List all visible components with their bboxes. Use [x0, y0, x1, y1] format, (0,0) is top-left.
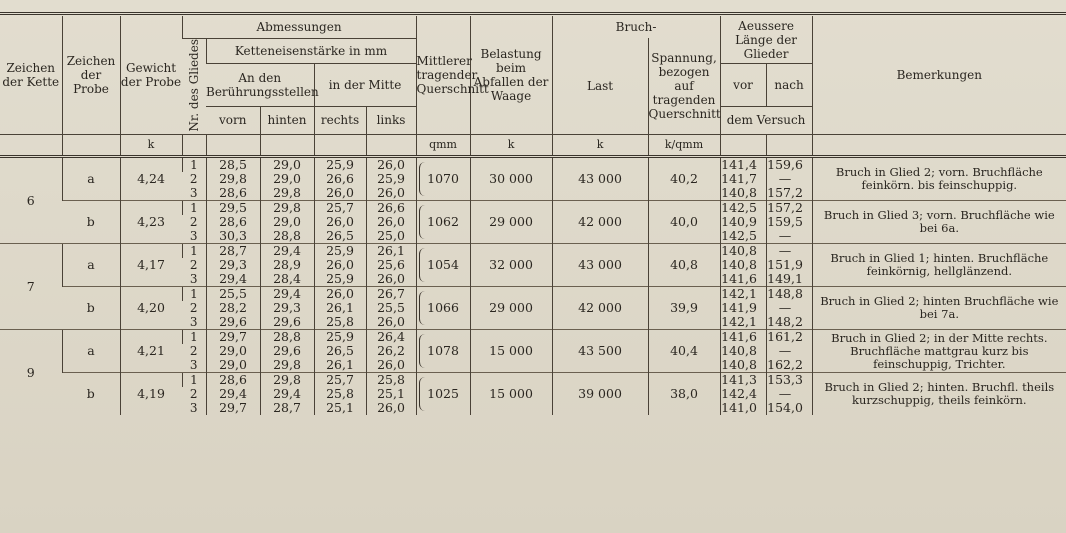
cell-vorn: 28,2 [206, 301, 260, 315]
cell-vorn: 29,4 [206, 387, 260, 401]
cell-querschnitt: 1066 [416, 287, 470, 330]
cell-vorn: 29,0 [206, 344, 260, 358]
cell-rechts: 26,6 [314, 172, 366, 186]
cell-hinten: 29,3 [260, 301, 314, 315]
header-spannung: Spannung, bezogen auf tragenden Querschnitt [648, 38, 720, 135]
cell-nr: 3 [189, 315, 198, 330]
cell-laenge-nach: — [766, 344, 812, 358]
header-rechts: rechts [314, 106, 366, 134]
cell-nr: 1 [182, 244, 206, 259]
cell-links: 26,1 [366, 244, 416, 259]
cell-laenge-nach: 157,2 [766, 201, 812, 216]
cell-links: 26,0 [366, 157, 416, 173]
cell-laenge-nach: 159,5 [766, 215, 812, 229]
header-vorn: vorn [206, 106, 260, 134]
cell-laenge-vor: 141,6 [720, 272, 766, 287]
cell-rechts: 25,9 [314, 157, 366, 173]
cell-vorn: 29,5 [206, 201, 260, 216]
cell-hinten: 29,4 [260, 387, 314, 401]
cell-hinten: 29,4 [260, 244, 314, 259]
cell-laenge-nach: 153,3 [766, 373, 812, 388]
cell-nr: 3 [189, 186, 198, 201]
cell-spannung: 40,0 [648, 201, 720, 244]
cell-hinten: 29,6 [260, 315, 314, 330]
cell-probe: a [62, 330, 120, 373]
cell-rechts: 26,0 [314, 258, 366, 272]
cell-laenge-nach: 148,8 [766, 287, 812, 302]
header-hinten: hinten [260, 106, 314, 134]
cell-probe: b [62, 287, 120, 330]
cell-bemerkung: Bruch in Glied 2; in der Mitte rechts. Bruchfläche mattgrau kurz bis feinschuppig, Trichter. [812, 330, 1066, 373]
cell-laenge-nach: 154,0 [766, 401, 812, 415]
header-ketteneisen: Ketteneisenstärke in mm [206, 38, 416, 64]
cell-nr: 1 [182, 287, 206, 302]
cell-links: 26,6 [366, 201, 416, 216]
cell-rechts: 25,7 [314, 373, 366, 388]
cell-rechts: 26,0 [314, 215, 366, 229]
cell-laenge-vor: 141,6 [720, 330, 766, 345]
cell-laenge-vor: 140,8 [720, 244, 766, 259]
cell-links: 26,0 [366, 272, 416, 287]
header-gewicht: Gewicht der Probe [120, 16, 182, 135]
cell-kette: 6 [26, 192, 35, 208]
cell-laenge-nach: — [766, 244, 812, 259]
cell-laenge-vor: 141,9 [720, 301, 766, 315]
cell-hinten: 28,9 [260, 258, 314, 272]
table-row [0, 201, 1066, 216]
cell-laenge-nach: 159,6 [766, 157, 812, 173]
cell-laenge-vor: 141,7 [720, 172, 766, 186]
cell-links: 25,9 [366, 172, 416, 186]
cell-laenge-vor: 141,4 [720, 157, 766, 173]
cell-links: 26,0 [366, 358, 416, 373]
unit-last: k [552, 135, 648, 157]
cell-bemerkung: Bruch in Glied 2; hinten Bruchfläche wie bei 7a. [812, 287, 1066, 330]
cell-vorn: 29,8 [206, 172, 260, 186]
cell-vorn: 28,6 [206, 373, 260, 388]
cell-vorn: 28,7 [206, 244, 260, 259]
cell-last: 42 000 [552, 201, 648, 244]
cell-links: 25,5 [366, 301, 416, 315]
top-rule [0, 0, 1066, 15]
cell-laenge-nach: 148,2 [766, 315, 812, 330]
cell-rechts: 25,9 [314, 244, 366, 259]
unit-gewicht: k [120, 135, 182, 157]
cell-hinten: 29,0 [260, 172, 314, 186]
cell-hinten: 29,8 [260, 186, 314, 201]
cell-links: 25,0 [366, 229, 416, 244]
cell-laenge-nach: — [766, 387, 812, 401]
cell-rechts: 26,5 [314, 344, 366, 358]
header-belastung: Belastung beim Abfallen der Waage [470, 16, 552, 135]
cell-belastung: 15 000 [470, 330, 552, 373]
cell-nr: 2 [189, 387, 198, 402]
cell-links: 26,0 [366, 186, 416, 201]
cell-spannung: 39,9 [648, 287, 720, 330]
cell-vorn: 29,3 [206, 258, 260, 272]
cell-links: 25,8 [366, 373, 416, 388]
cell-vorn: 25,5 [206, 287, 260, 302]
cell-nr: 2 [189, 258, 198, 273]
cell-last: 43 000 [552, 244, 648, 287]
header-querschnitt: Mittlerer tragender Querschnitt [416, 16, 470, 135]
cell-hinten: 29,8 [260, 201, 314, 216]
cell-querschnitt: 1070 [416, 157, 470, 201]
header-probe: Zeichen der Probe [62, 16, 120, 135]
header-nach: nach [766, 64, 812, 106]
cell-hinten: 29,8 [260, 358, 314, 373]
cell-vorn: 29,7 [206, 401, 260, 415]
header-nr: Nr. des Gliedes [182, 38, 206, 135]
header-bruch: Bruch- [552, 16, 720, 38]
cell-laenge-nach: — [766, 229, 812, 244]
cell-bemerkung: Bruch in Glied 2; hinten. Bruchfl. theils kurzschuppig, theils feinkörn. [812, 373, 1066, 416]
header-bemerkungen: Bemerkungen [812, 16, 1066, 135]
cell-hinten: 28,4 [260, 272, 314, 287]
table-body [0, 157, 1066, 416]
cell-bemerkung: Bruch in Glied 1; hinten. Bruchfläche feinkörnig, hellglänzend. [812, 244, 1066, 287]
cell-laenge-nach: 157,2 [766, 186, 812, 201]
header-kette: Zeichen der Kette [0, 16, 62, 135]
test-results-table [0, 16, 1066, 415]
cell-nr: 2 [189, 172, 198, 187]
cell-laenge-vor: 141,3 [720, 373, 766, 388]
cell-nr: 3 [189, 401, 198, 416]
header-last: Last [552, 38, 648, 135]
cell-rechts: 26,0 [314, 186, 366, 201]
cell-belastung: 29 000 [470, 287, 552, 330]
cell-rechts: 26,1 [314, 301, 366, 315]
cell-vorn: 29,6 [206, 315, 260, 330]
cell-laenge-vor: 140,8 [720, 344, 766, 358]
cell-hinten: 29,0 [260, 157, 314, 173]
cell-kette: 9 [0, 330, 62, 416]
cell-rechts: 25,1 [314, 401, 366, 415]
cell-laenge-vor: 142,5 [720, 229, 766, 244]
cell-hinten: 29,6 [260, 344, 314, 358]
cell-nr: 3 [189, 272, 198, 287]
cell-vorn: 28,6 [206, 215, 260, 229]
cell-rechts: 25,9 [314, 272, 366, 287]
cell-hinten: 28,8 [260, 330, 314, 345]
cell-hinten: 29,8 [260, 373, 314, 388]
cell-probe: b [62, 201, 120, 244]
cell-nr: 1 [182, 201, 206, 216]
cell-last: 43 000 [552, 157, 648, 201]
header-abmessungen: Abmessungen [182, 16, 416, 38]
table-row [0, 330, 1066, 345]
cell-laenge-vor: 142,1 [720, 315, 766, 330]
cell-vorn: 28,6 [206, 186, 260, 201]
cell-gewicht: 4,21 [120, 330, 182, 373]
cell-laenge-vor: 140,8 [720, 258, 766, 272]
cell-links: 26,4 [366, 330, 416, 345]
table-row [0, 157, 1066, 173]
unit-belastung: k [470, 135, 552, 157]
cell-gewicht: 4,19 [120, 373, 182, 416]
cell-rechts: 26,0 [314, 287, 366, 302]
cell-nr: 3 [189, 229, 198, 244]
cell-belastung: 32 000 [470, 244, 552, 287]
cell-probe: b [62, 373, 120, 416]
header-beruehrung: An den Berührungsstellen [206, 64, 314, 106]
cell-laenge-nach: — [766, 172, 812, 186]
cell-gewicht: 4,17 [120, 244, 182, 287]
cell-rechts: 26,1 [314, 358, 366, 373]
cell-laenge-nach: 151,9 [766, 258, 812, 272]
cell-links: 26,2 [366, 344, 416, 358]
unit-querschnitt: qmm [416, 135, 470, 157]
header-mitte: in der Mitte [314, 64, 416, 106]
cell-links: 26,0 [366, 315, 416, 330]
cell-rechts: 26,5 [314, 229, 366, 244]
cell-querschnitt: 1025 [416, 373, 470, 416]
cell-kette: 7 [0, 244, 62, 330]
cell-nr: 1 [182, 157, 206, 173]
cell-hinten: 29,4 [260, 287, 314, 302]
cell-laenge-nach: 161,2 [766, 330, 812, 345]
cell-rechts: 25,7 [314, 201, 366, 216]
cell-nr: 1 [182, 373, 206, 388]
cell-nr: 2 [189, 301, 198, 316]
cell-hinten: 28,7 [260, 401, 314, 415]
cell-rechts: 25,8 [314, 387, 366, 401]
cell-probe: a [62, 244, 120, 287]
header-vor: vor [720, 64, 766, 106]
cell-nr: 2 [189, 344, 198, 359]
table-row [0, 244, 1066, 259]
cell-nr: 1 [182, 330, 206, 345]
cell-vorn: 29,4 [206, 272, 260, 287]
cell-spannung: 40,2 [648, 157, 720, 201]
cell-laenge-nach: 149,1 [766, 272, 812, 287]
header-versuch: dem Versuch [720, 106, 812, 134]
cell-belastung: 15 000 [470, 373, 552, 416]
cell-vorn: 29,7 [206, 330, 260, 345]
cell-last: 42 000 [552, 287, 648, 330]
cell-querschnitt: 1078 [416, 330, 470, 373]
cell-laenge-nach: 162,2 [766, 358, 812, 373]
cell-laenge-nach: — [766, 301, 812, 315]
cell-gewicht: 4,24 [120, 157, 182, 201]
cell-laenge-vor: 140,8 [720, 186, 766, 201]
cell-vorn: 30,3 [206, 229, 260, 244]
cell-rechts: 25,9 [314, 330, 366, 345]
cell-laenge-vor: 142,1 [720, 287, 766, 302]
cell-vorn: 29,0 [206, 358, 260, 373]
cell-belastung: 29 000 [470, 201, 552, 244]
cell-links: 25,1 [366, 387, 416, 401]
cell-last: 43 500 [552, 330, 648, 373]
unit-spannung: k/qmm [648, 135, 720, 157]
cell-laenge-vor: 142,5 [720, 201, 766, 216]
cell-gewicht: 4,20 [120, 287, 182, 330]
cell-bemerkung: Bruch in Glied 3; vorn. Bruchfläche wie bei 6a. [812, 201, 1066, 244]
table-row [0, 287, 1066, 302]
cell-links: 26,7 [366, 287, 416, 302]
cell-laenge-vor: 141,0 [720, 401, 766, 415]
cell-querschnitt: 1062 [416, 201, 470, 244]
cell-last: 39 000 [552, 373, 648, 416]
cell-probe: a [62, 157, 120, 201]
header-links: links [366, 106, 416, 134]
cell-laenge-vor: 142,4 [720, 387, 766, 401]
cell-links: 26,0 [366, 215, 416, 229]
cell-laenge-vor: 140,8 [720, 358, 766, 373]
cell-links: 26,0 [366, 401, 416, 415]
cell-rechts: 25,8 [314, 315, 366, 330]
cell-belastung: 30 000 [470, 157, 552, 201]
cell-gewicht: 4,23 [120, 201, 182, 244]
cell-links: 25,6 [366, 258, 416, 272]
cell-nr: 2 [189, 215, 198, 230]
cell-querschnitt: 1054 [416, 244, 470, 287]
cell-nr: 3 [189, 358, 198, 373]
header-laenge: Aeussere Länge der Glieder [720, 16, 812, 64]
cell-spannung: 40,4 [648, 330, 720, 373]
cell-hinten: 29,0 [260, 215, 314, 229]
table-row [0, 373, 1066, 388]
cell-laenge-vor: 140,9 [720, 215, 766, 229]
cell-spannung: 40,8 [648, 244, 720, 287]
cell-spannung: 38,0 [648, 373, 720, 416]
cell-hinten: 28,8 [260, 229, 314, 244]
cell-bemerkung: Bruch in Glied 2; vorn. Bruchfläche feinkörn. bis feinschuppig. [812, 157, 1066, 201]
cell-vorn: 28,5 [206, 157, 260, 173]
